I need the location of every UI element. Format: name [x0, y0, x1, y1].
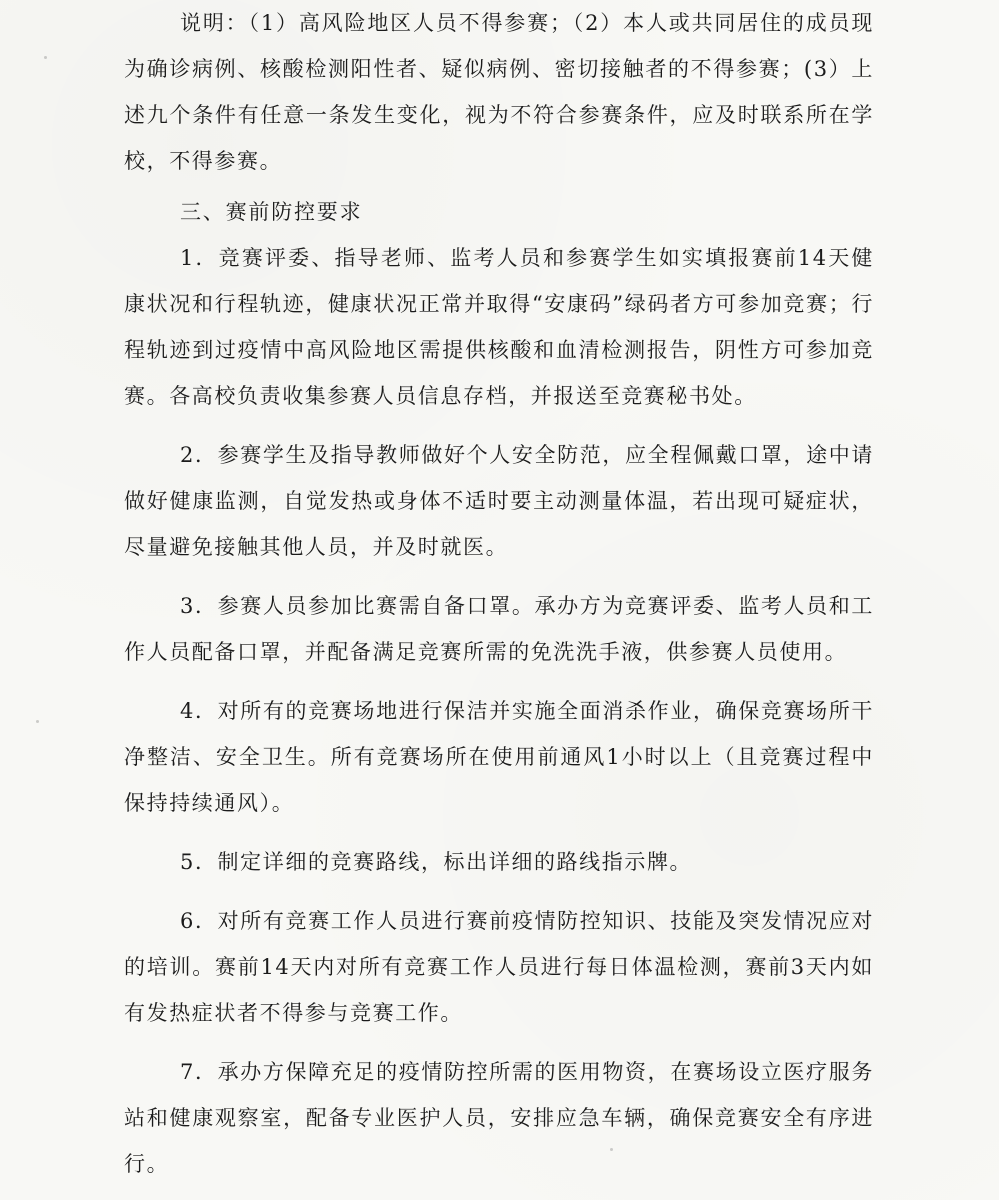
- requirement-5: 5．制定详细的竞赛路线，标出详细的路线指示牌。: [180, 850, 693, 874]
- requirement-7: 7．承办方保障充足的疫情防控所需的医用物资，在赛场设立医疗服务站和健康观察室，配备专业医护人员，安排应急车辆，确保竞赛安全有序进行。: [124, 1060, 874, 1176]
- requirement-6: 6．对所有竞赛工作人员进行赛前疫情防控知识、技能及突发情况应对的培训。赛前14天内对所有竞赛工作人员进行每日体温检测，赛前3天内如有发热症状者不得参与竞赛工作。: [124, 909, 874, 1025]
- scan-speck: [36, 720, 39, 723]
- requirement-2: 2．参赛学生及指导教师做好个人安全防范，应全程佩戴口罩，途中请做好健康监测，自觉发热或身体不适时要主动测量体温，若出现可疑症状，尽量避免接触其他人员，并及时就医。: [124, 443, 874, 559]
- note-paragraph: 说明：（1）高风险地区人员不得参赛；（2）本人或共同居住的成员现为确诊病例、核酸检测阳性者、疑似病例、密切接触者的不得参赛；(3）上述九个条件有任意一条发生变化，视为不符合参赛条件，应及时联系所在学校，不得参赛。: [124, 11, 874, 173]
- requirement-3: 3．参赛人员参加比赛需自备口罩。承办方为竞赛评委、监考人员和工作人员配备口罩，并配备满足竞赛所需的免洗洗手液，供参赛人员使用。: [124, 594, 874, 664]
- scan-speck: [44, 56, 47, 59]
- section-heading: 三、赛前防控要求: [180, 200, 363, 224]
- document-body: [124, 0, 874, 1187]
- requirement-1: 1．竞赛评委、指导老师、监考人员和参赛学生如实填报赛前14天健康状况和行程轨迹，健康状况正常并取得“安康码”绿码者方可参加竞赛；行程轨迹到过疫情中高风险地区需提供核酸和血清检测报告，阴性方可参加竞赛。各高校负责收集参赛人员信息存档，并报送至竞赛秘书处。: [124, 246, 874, 408]
- requirement-4: 4．对所有的竞赛场地进行保洁并实施全面消杀作业，确保竞赛场所干净整洁、安全卫生。所有竞赛场所在使用前通风1小时以上（且竞赛过程中保持持续通风）。: [124, 699, 874, 815]
